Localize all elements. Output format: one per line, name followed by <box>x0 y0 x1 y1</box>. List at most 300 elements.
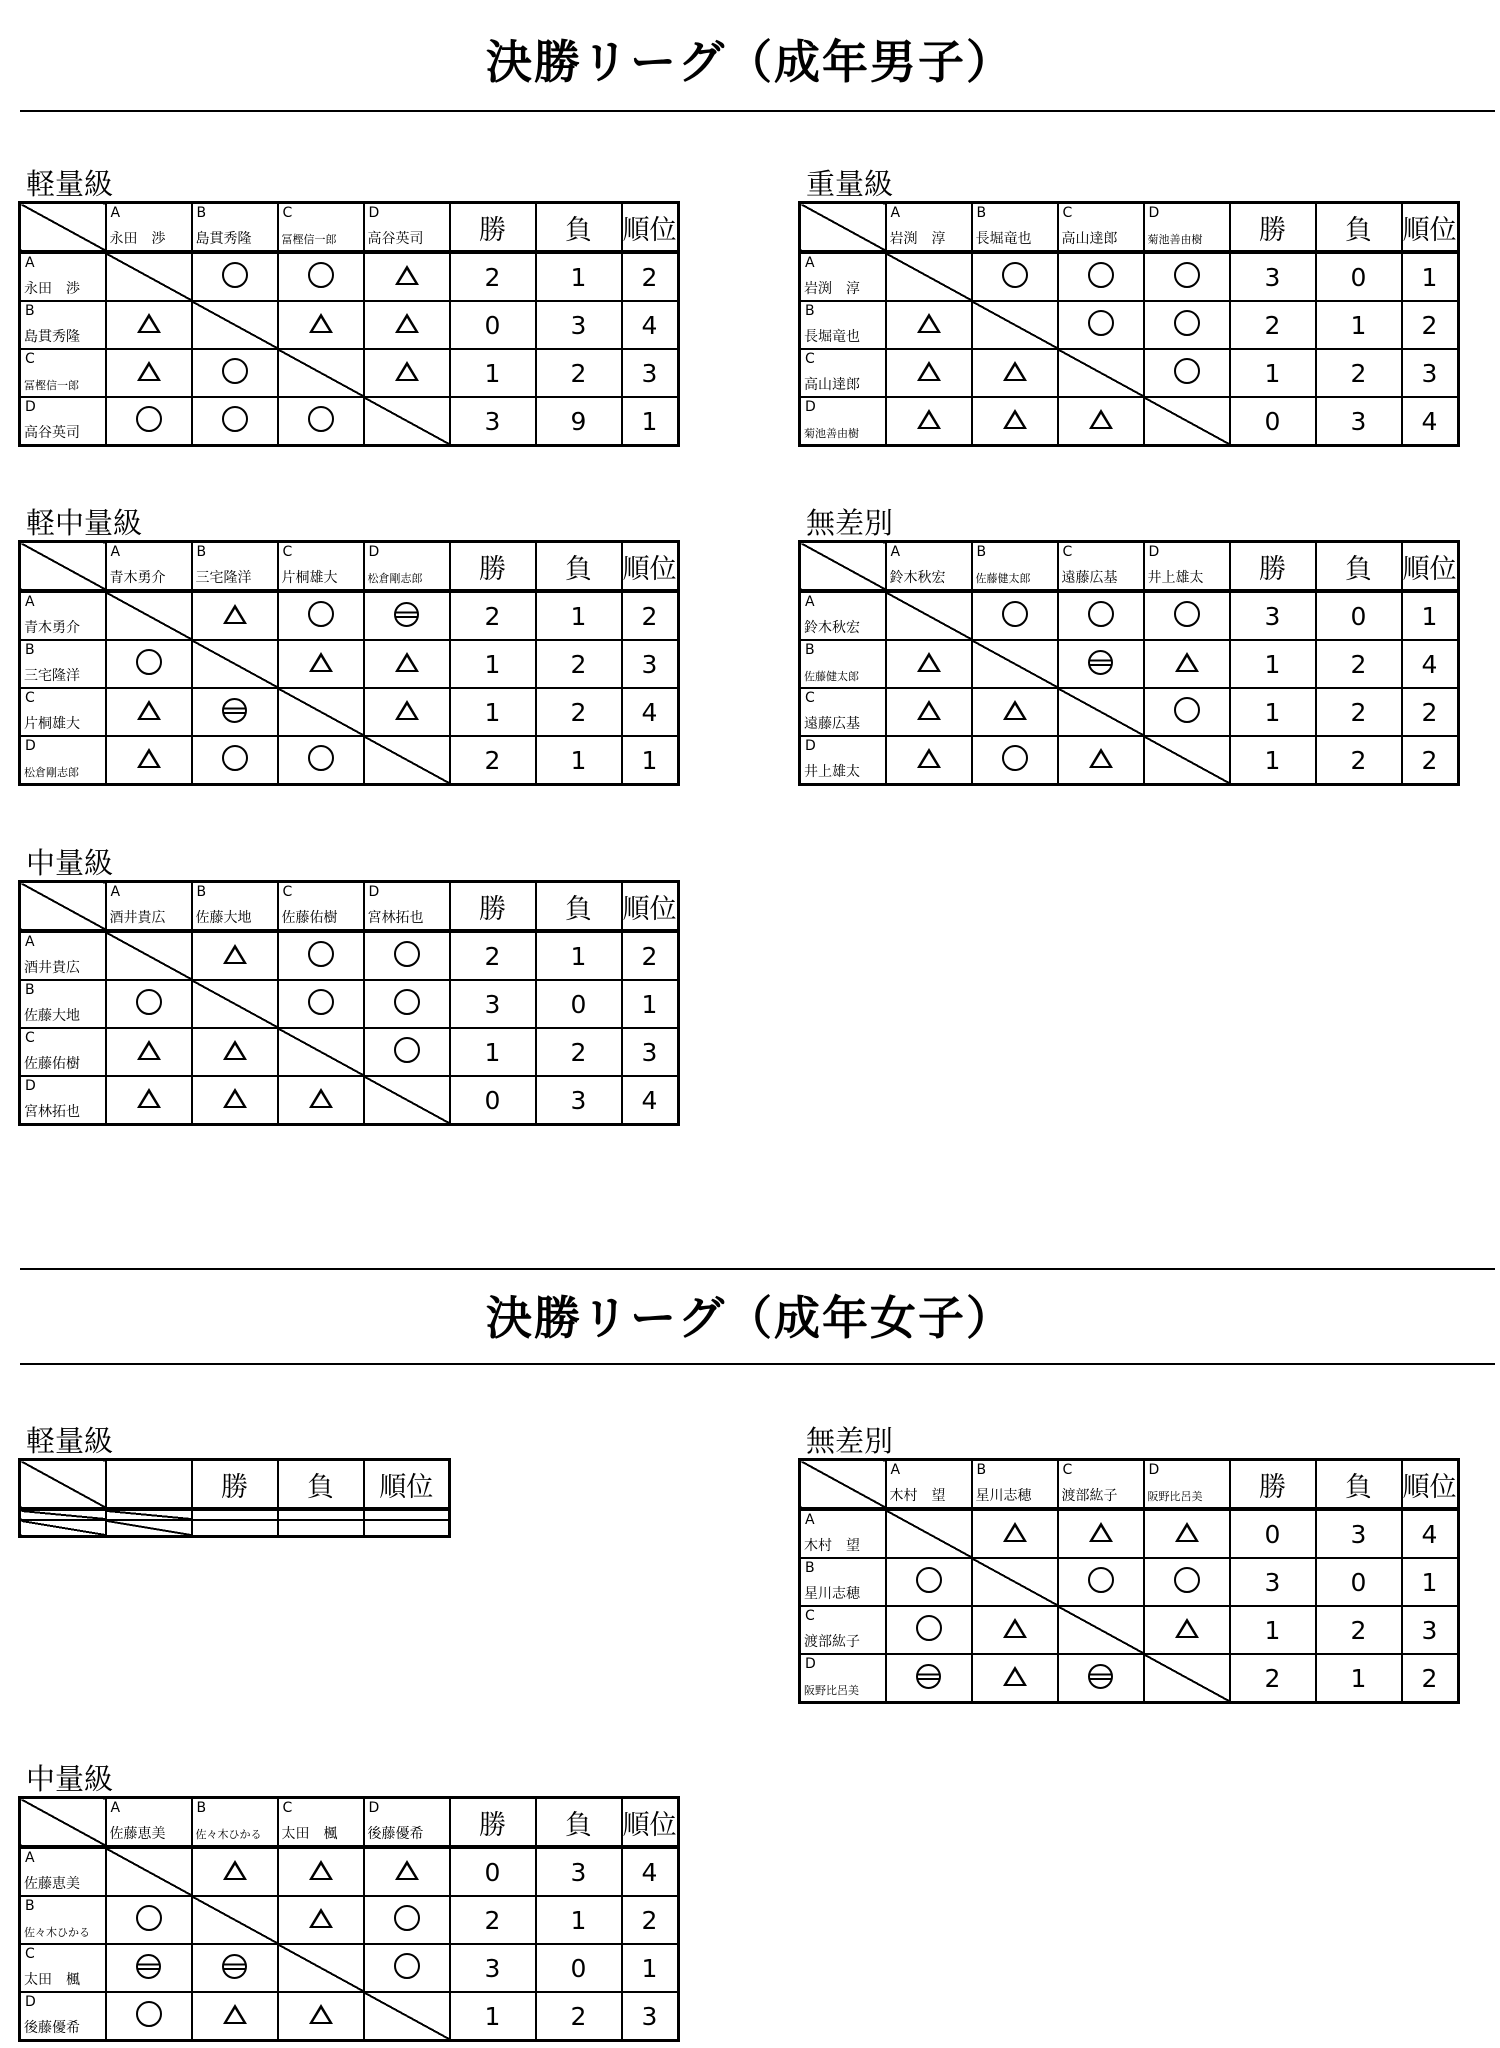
result-cell <box>192 591 278 640</box>
player-name: 冨樫信一郎 <box>24 379 79 392</box>
wins-value: 2 <box>1264 310 1281 340</box>
weight-class-title: 重量級 <box>806 167 894 201</box>
result-cell <box>1058 301 1144 349</box>
player-letter: A <box>110 1800 121 1816</box>
player-name: 菊池善由樹 <box>804 427 859 440</box>
circle-mark <box>394 1037 420 1063</box>
losses-value: 2 <box>1350 697 1367 727</box>
player-name: 星川志穂 <box>975 1488 1032 1504</box>
rank-cell <box>622 1076 679 1125</box>
player-letter: C <box>25 690 35 706</box>
header-loss <box>536 882 622 932</box>
triangle-mark <box>223 2004 247 2024</box>
rank-cell <box>1402 349 1459 397</box>
player-letter: A <box>805 594 815 610</box>
header-rank <box>622 203 679 253</box>
circle-mark <box>1002 745 1028 771</box>
result-cell <box>192 1847 278 1896</box>
column-player <box>1144 203 1230 253</box>
triangle-mark <box>1003 1522 1027 1542</box>
wins-cell <box>450 1076 536 1125</box>
striped-circle-mark <box>394 602 419 627</box>
rank-value: 4 <box>641 1085 658 1115</box>
weight-class-title: 無差別 <box>806 506 894 540</box>
result-cell <box>278 1896 364 1944</box>
circle-mark <box>1088 601 1114 627</box>
player-name: 島貫秀隆 <box>24 329 80 345</box>
wins-cell <box>1230 640 1316 688</box>
header-rank-label: 順位 <box>622 553 677 585</box>
corner-cell <box>20 1798 106 1848</box>
circle-mark <box>136 2001 162 2027</box>
divider <box>20 110 1495 112</box>
result-cell <box>886 1654 972 1703</box>
rank-cell <box>1402 640 1459 688</box>
rank-value: 1 <box>1421 262 1438 292</box>
board-women-open <box>798 1424 1460 1704</box>
empty-cell <box>364 1520 450 1537</box>
header-win <box>1230 203 1316 253</box>
diagonal-cell <box>192 1896 278 1944</box>
header-loss-label: 負 <box>1345 214 1372 246</box>
result-cell <box>1058 1558 1144 1606</box>
striped-circle-mark <box>222 698 247 723</box>
column-player <box>1058 1460 1144 1510</box>
result-cell <box>1144 1558 1230 1606</box>
wins-value: 3 <box>484 1953 501 1983</box>
header-win-label: 勝 <box>479 553 506 585</box>
losses-value: 1 <box>570 941 587 971</box>
player-letter: D <box>805 399 816 415</box>
diagonal-cell <box>278 1028 364 1076</box>
result-cell <box>1058 1654 1144 1703</box>
losses-value: 2 <box>570 649 587 679</box>
result-cell <box>278 931 364 980</box>
player-letter: C <box>282 205 293 221</box>
triangle-mark <box>309 1908 333 1928</box>
circle-mark <box>308 745 334 771</box>
rank-value: 3 <box>641 358 658 388</box>
circle-mark <box>1174 1567 1200 1593</box>
losses-value: 1 <box>570 745 587 775</box>
player-name: 木村 望 <box>804 1538 860 1554</box>
table-row <box>20 1520 450 1537</box>
rank-cell <box>1402 397 1459 446</box>
losses-value: 2 <box>1350 745 1367 775</box>
diagonal-cell <box>364 397 450 446</box>
losses-cell <box>536 688 622 736</box>
header-loss <box>1316 203 1402 253</box>
circle-mark <box>308 406 334 432</box>
column-player <box>278 1798 364 1848</box>
losses-value: 3 <box>570 1085 587 1115</box>
rank-value: 2 <box>1421 745 1438 775</box>
header-loss-label: 負 <box>565 553 592 585</box>
rank-cell <box>622 349 679 397</box>
rank-cell <box>1402 301 1459 349</box>
diagonal-cell <box>364 1992 450 2041</box>
column-player <box>106 882 192 932</box>
triangle-mark <box>1003 361 1027 381</box>
player-name: 冨樫信一郎 <box>281 233 337 246</box>
player-name: 松倉剛志郎 <box>367 572 423 585</box>
board-men-light-middle <box>18 506 680 786</box>
header-win <box>450 203 536 253</box>
table-row <box>20 591 679 640</box>
result-cell <box>886 301 972 349</box>
player-name: 岩渕 淳 <box>804 281 860 297</box>
header-win <box>192 1460 278 1510</box>
circle-mark <box>1088 1567 1114 1593</box>
result-cell <box>972 252 1058 301</box>
rank-cell <box>1402 1558 1459 1606</box>
wins-value: 3 <box>484 989 501 1019</box>
wins-cell <box>450 397 536 446</box>
player-letter: B <box>196 205 207 221</box>
column-player <box>106 203 192 253</box>
column-player <box>886 542 972 592</box>
empty-cell <box>106 1509 192 1520</box>
triangle-mark <box>1175 1522 1199 1542</box>
player-name: 太田 楓 <box>24 1972 80 1988</box>
empty-cell <box>192 1520 278 1537</box>
result-cell <box>364 1847 450 1896</box>
diagonal-cell <box>364 1076 450 1125</box>
header-rank-label: 順位 <box>379 1471 434 1503</box>
rank-value: 2 <box>1421 1663 1438 1693</box>
player-name: 三宅隆洋 <box>195 570 252 586</box>
result-cell <box>1144 1509 1230 1558</box>
losses-value: 1 <box>570 262 587 292</box>
table-row <box>800 349 1459 397</box>
row-player <box>20 980 106 1028</box>
rank-cell <box>622 397 679 446</box>
player-name: 宮林拓也 <box>24 1104 80 1120</box>
losses-cell <box>1316 1558 1402 1606</box>
result-cell <box>106 1028 192 1076</box>
empty-cell <box>192 1509 278 1520</box>
player-name: 菊池善由樹 <box>1147 233 1203 246</box>
triangle-mark <box>917 361 941 381</box>
losses-cell <box>1316 688 1402 736</box>
wins-value: 1 <box>484 2001 501 2031</box>
wins-cell <box>450 931 536 980</box>
corner-cell <box>20 1460 106 1510</box>
player-letter: C <box>1062 1462 1073 1478</box>
player-name: 酒井貴広 <box>24 960 80 976</box>
player-letter: B <box>805 1560 815 1576</box>
result-cell <box>886 397 972 446</box>
losses-value: 3 <box>570 310 587 340</box>
row-player <box>20 349 106 397</box>
rank-value: 3 <box>641 649 658 679</box>
player-letter: A <box>890 205 901 221</box>
rank-cell <box>1402 1654 1459 1703</box>
player-letter: B <box>196 544 207 560</box>
result-cell <box>886 688 972 736</box>
header-loss <box>536 203 622 253</box>
table-row <box>20 1944 679 1992</box>
player-letter: A <box>25 1850 35 1866</box>
player-letter: D <box>805 738 816 754</box>
losses-value: 2 <box>1350 358 1367 388</box>
diagonal-cell <box>972 640 1058 688</box>
rank-value: 2 <box>641 1905 658 1935</box>
triangle-mark <box>137 700 161 720</box>
header-rank <box>622 1798 679 1848</box>
player-letter: C <box>805 690 815 706</box>
triangle-mark <box>223 1860 247 1880</box>
row-player <box>20 931 106 980</box>
rank-cell <box>1402 736 1459 785</box>
losses-value: 1 <box>1350 1663 1367 1693</box>
board-men-heavy <box>798 167 1460 447</box>
league-table <box>18 880 680 1126</box>
player-letter: D <box>25 738 36 754</box>
row-player <box>800 640 886 688</box>
player-letter: D <box>805 1656 816 1672</box>
player-name: 佐々木ひかる <box>24 1926 90 1939</box>
circle-mark <box>1174 697 1200 723</box>
header-loss <box>536 1798 622 1848</box>
header-win-label: 勝 <box>479 1809 506 1841</box>
header-rank-label: 順位 <box>622 214 677 246</box>
row-player <box>800 688 886 736</box>
rank-cell <box>622 252 679 301</box>
triangle-mark <box>223 1040 247 1060</box>
column-player <box>278 542 364 592</box>
triangle-mark <box>223 1088 247 1108</box>
result-cell <box>106 397 192 446</box>
losses-value: 2 <box>570 358 587 388</box>
player-letter: B <box>805 642 815 658</box>
losses-cell <box>536 1944 622 1992</box>
wins-value: 1 <box>484 358 501 388</box>
player-letter: D <box>25 399 36 415</box>
wins-cell <box>1230 349 1316 397</box>
column-player <box>192 1798 278 1848</box>
wins-cell <box>450 349 536 397</box>
header-win <box>450 1798 536 1848</box>
empty-cell <box>278 1509 364 1520</box>
striped-circle-mark <box>916 1664 941 1689</box>
result-cell <box>886 640 972 688</box>
player-letter: B <box>976 205 987 221</box>
result-cell <box>364 1896 450 1944</box>
wins-value: 0 <box>484 1857 501 1887</box>
losses-value: 3 <box>1350 406 1367 436</box>
rank-cell <box>622 301 679 349</box>
result-cell <box>1058 252 1144 301</box>
wins-value: 3 <box>1264 1567 1281 1597</box>
table-row <box>800 397 1459 446</box>
header-loss-label: 負 <box>307 1471 334 1503</box>
losses-cell <box>536 980 622 1028</box>
player-name: 渡部紘子 <box>1061 1488 1118 1504</box>
result-cell <box>1058 736 1144 785</box>
player-name: 井上雄太 <box>1147 570 1204 586</box>
losses-value: 0 <box>570 1953 587 1983</box>
result-cell <box>192 688 278 736</box>
header-loss-label: 負 <box>565 1809 592 1841</box>
result-cell <box>972 688 1058 736</box>
player-letter: B <box>196 1800 207 1816</box>
header-rank <box>1402 1460 1459 1510</box>
diagonal-cell <box>886 1509 972 1558</box>
column-player <box>106 1460 192 1510</box>
league-table <box>18 1796 680 2042</box>
rank-value: 2 <box>641 941 658 971</box>
result-cell <box>1144 591 1230 640</box>
diagonal-cell <box>1144 736 1230 785</box>
header-rank <box>622 542 679 592</box>
result-cell <box>364 349 450 397</box>
striped-circle-mark <box>1088 650 1113 675</box>
rank-value: 2 <box>641 262 658 292</box>
rank-value: 1 <box>641 989 658 1019</box>
player-name: 酒井貴広 <box>109 910 166 926</box>
result-cell <box>278 397 364 446</box>
circle-mark <box>394 941 420 967</box>
losses-value: 2 <box>1350 649 1367 679</box>
header-row <box>800 1460 1459 1510</box>
wins-value: 1 <box>1264 649 1281 679</box>
losses-value: 2 <box>570 1037 587 1067</box>
row-player <box>800 1606 886 1654</box>
player-name: 佐々木ひかる <box>195 1828 262 1841</box>
header-win <box>450 542 536 592</box>
player-letter: C <box>25 1946 35 1962</box>
player-letter: A <box>25 594 35 610</box>
circle-mark <box>222 262 248 288</box>
header-loss-label: 負 <box>565 893 592 925</box>
header-win-label: 勝 <box>221 1471 248 1503</box>
result-cell <box>192 397 278 446</box>
losses-cell <box>536 1076 622 1125</box>
losses-cell <box>536 1992 622 2041</box>
rank-cell <box>622 1944 679 1992</box>
player-letter: C <box>805 351 815 367</box>
wins-cell <box>450 980 536 1028</box>
row-player <box>20 736 106 785</box>
row-player <box>800 1558 886 1606</box>
player-letter: B <box>976 544 987 560</box>
table-row <box>800 591 1459 640</box>
table-row <box>800 736 1459 785</box>
result-cell <box>886 736 972 785</box>
row-player <box>20 397 106 446</box>
losses-cell <box>1316 1606 1402 1654</box>
triangle-mark <box>223 944 247 964</box>
rank-cell <box>622 688 679 736</box>
result-cell <box>106 301 192 349</box>
player-letter: D <box>368 205 380 221</box>
circle-mark <box>394 1953 420 1979</box>
diagonal-cell <box>106 252 192 301</box>
empty-cell <box>278 1520 364 1537</box>
triangle-mark <box>1175 1618 1199 1638</box>
header-loss <box>536 542 622 592</box>
table-row <box>20 931 679 980</box>
diagonal-cell <box>106 931 192 980</box>
header-row <box>20 1798 679 1848</box>
player-name: 阪野比呂美 <box>1147 1490 1203 1503</box>
rank-value: 2 <box>1421 697 1438 727</box>
circle-mark <box>1002 601 1028 627</box>
player-name: 三宅隆洋 <box>24 668 80 684</box>
player-name: 遠藤広基 <box>1061 570 1118 586</box>
header-rank-label: 順位 <box>1402 1471 1457 1503</box>
player-name: 片桐雄大 <box>281 570 338 586</box>
player-letter: D <box>368 884 380 900</box>
rank-cell <box>622 931 679 980</box>
player-name: 星川志穂 <box>804 1586 860 1602</box>
wins-cell <box>450 736 536 785</box>
player-letter: C <box>282 1800 293 1816</box>
striped-circle-mark <box>1088 1664 1113 1689</box>
row-player <box>20 591 106 640</box>
player-name: 永田 渉 <box>24 281 80 297</box>
triangle-mark <box>1003 1618 1027 1638</box>
player-letter: B <box>196 884 207 900</box>
column-player <box>1058 542 1144 592</box>
column-player <box>364 1798 450 1848</box>
losses-cell <box>1316 1509 1402 1558</box>
league-table <box>798 201 1460 447</box>
wins-value: 0 <box>1264 1519 1281 1549</box>
player-name: 宮林拓也 <box>367 910 424 926</box>
diagonal-cell <box>278 349 364 397</box>
player-name: 高山達郎 <box>804 377 860 393</box>
wins-cell <box>1230 1558 1316 1606</box>
player-name: 佐藤大地 <box>24 1008 80 1024</box>
table-row <box>20 301 679 349</box>
divider <box>20 1268 1495 1270</box>
table-row <box>20 640 679 688</box>
rank-cell <box>1402 591 1459 640</box>
column-player <box>364 542 450 592</box>
player-letter: D <box>1148 205 1160 221</box>
losses-cell <box>1316 301 1402 349</box>
result-cell <box>972 1654 1058 1703</box>
result-cell <box>1144 252 1230 301</box>
wins-value: 0 <box>1264 406 1281 436</box>
board-men-open <box>798 506 1460 786</box>
rank-cell <box>1402 1606 1459 1654</box>
triangle-mark <box>917 748 941 768</box>
wins-cell <box>450 301 536 349</box>
result-cell <box>364 688 450 736</box>
wins-cell <box>1230 1606 1316 1654</box>
table-row <box>20 1896 679 1944</box>
header-win-label: 勝 <box>479 893 506 925</box>
wins-value: 2 <box>484 601 501 631</box>
column-player <box>1058 203 1144 253</box>
rank-cell <box>1402 688 1459 736</box>
circle-mark <box>222 745 248 771</box>
result-cell <box>364 591 450 640</box>
corner-cell <box>20 882 106 932</box>
row-player <box>800 252 886 301</box>
column-player <box>1144 1460 1230 1510</box>
player-letter: D <box>368 1800 380 1816</box>
triangle-mark <box>137 313 161 333</box>
row-player <box>20 301 106 349</box>
rank-value: 2 <box>1421 310 1438 340</box>
player-letter: C <box>1062 205 1073 221</box>
result-cell <box>364 980 450 1028</box>
triangle-mark <box>917 313 941 333</box>
